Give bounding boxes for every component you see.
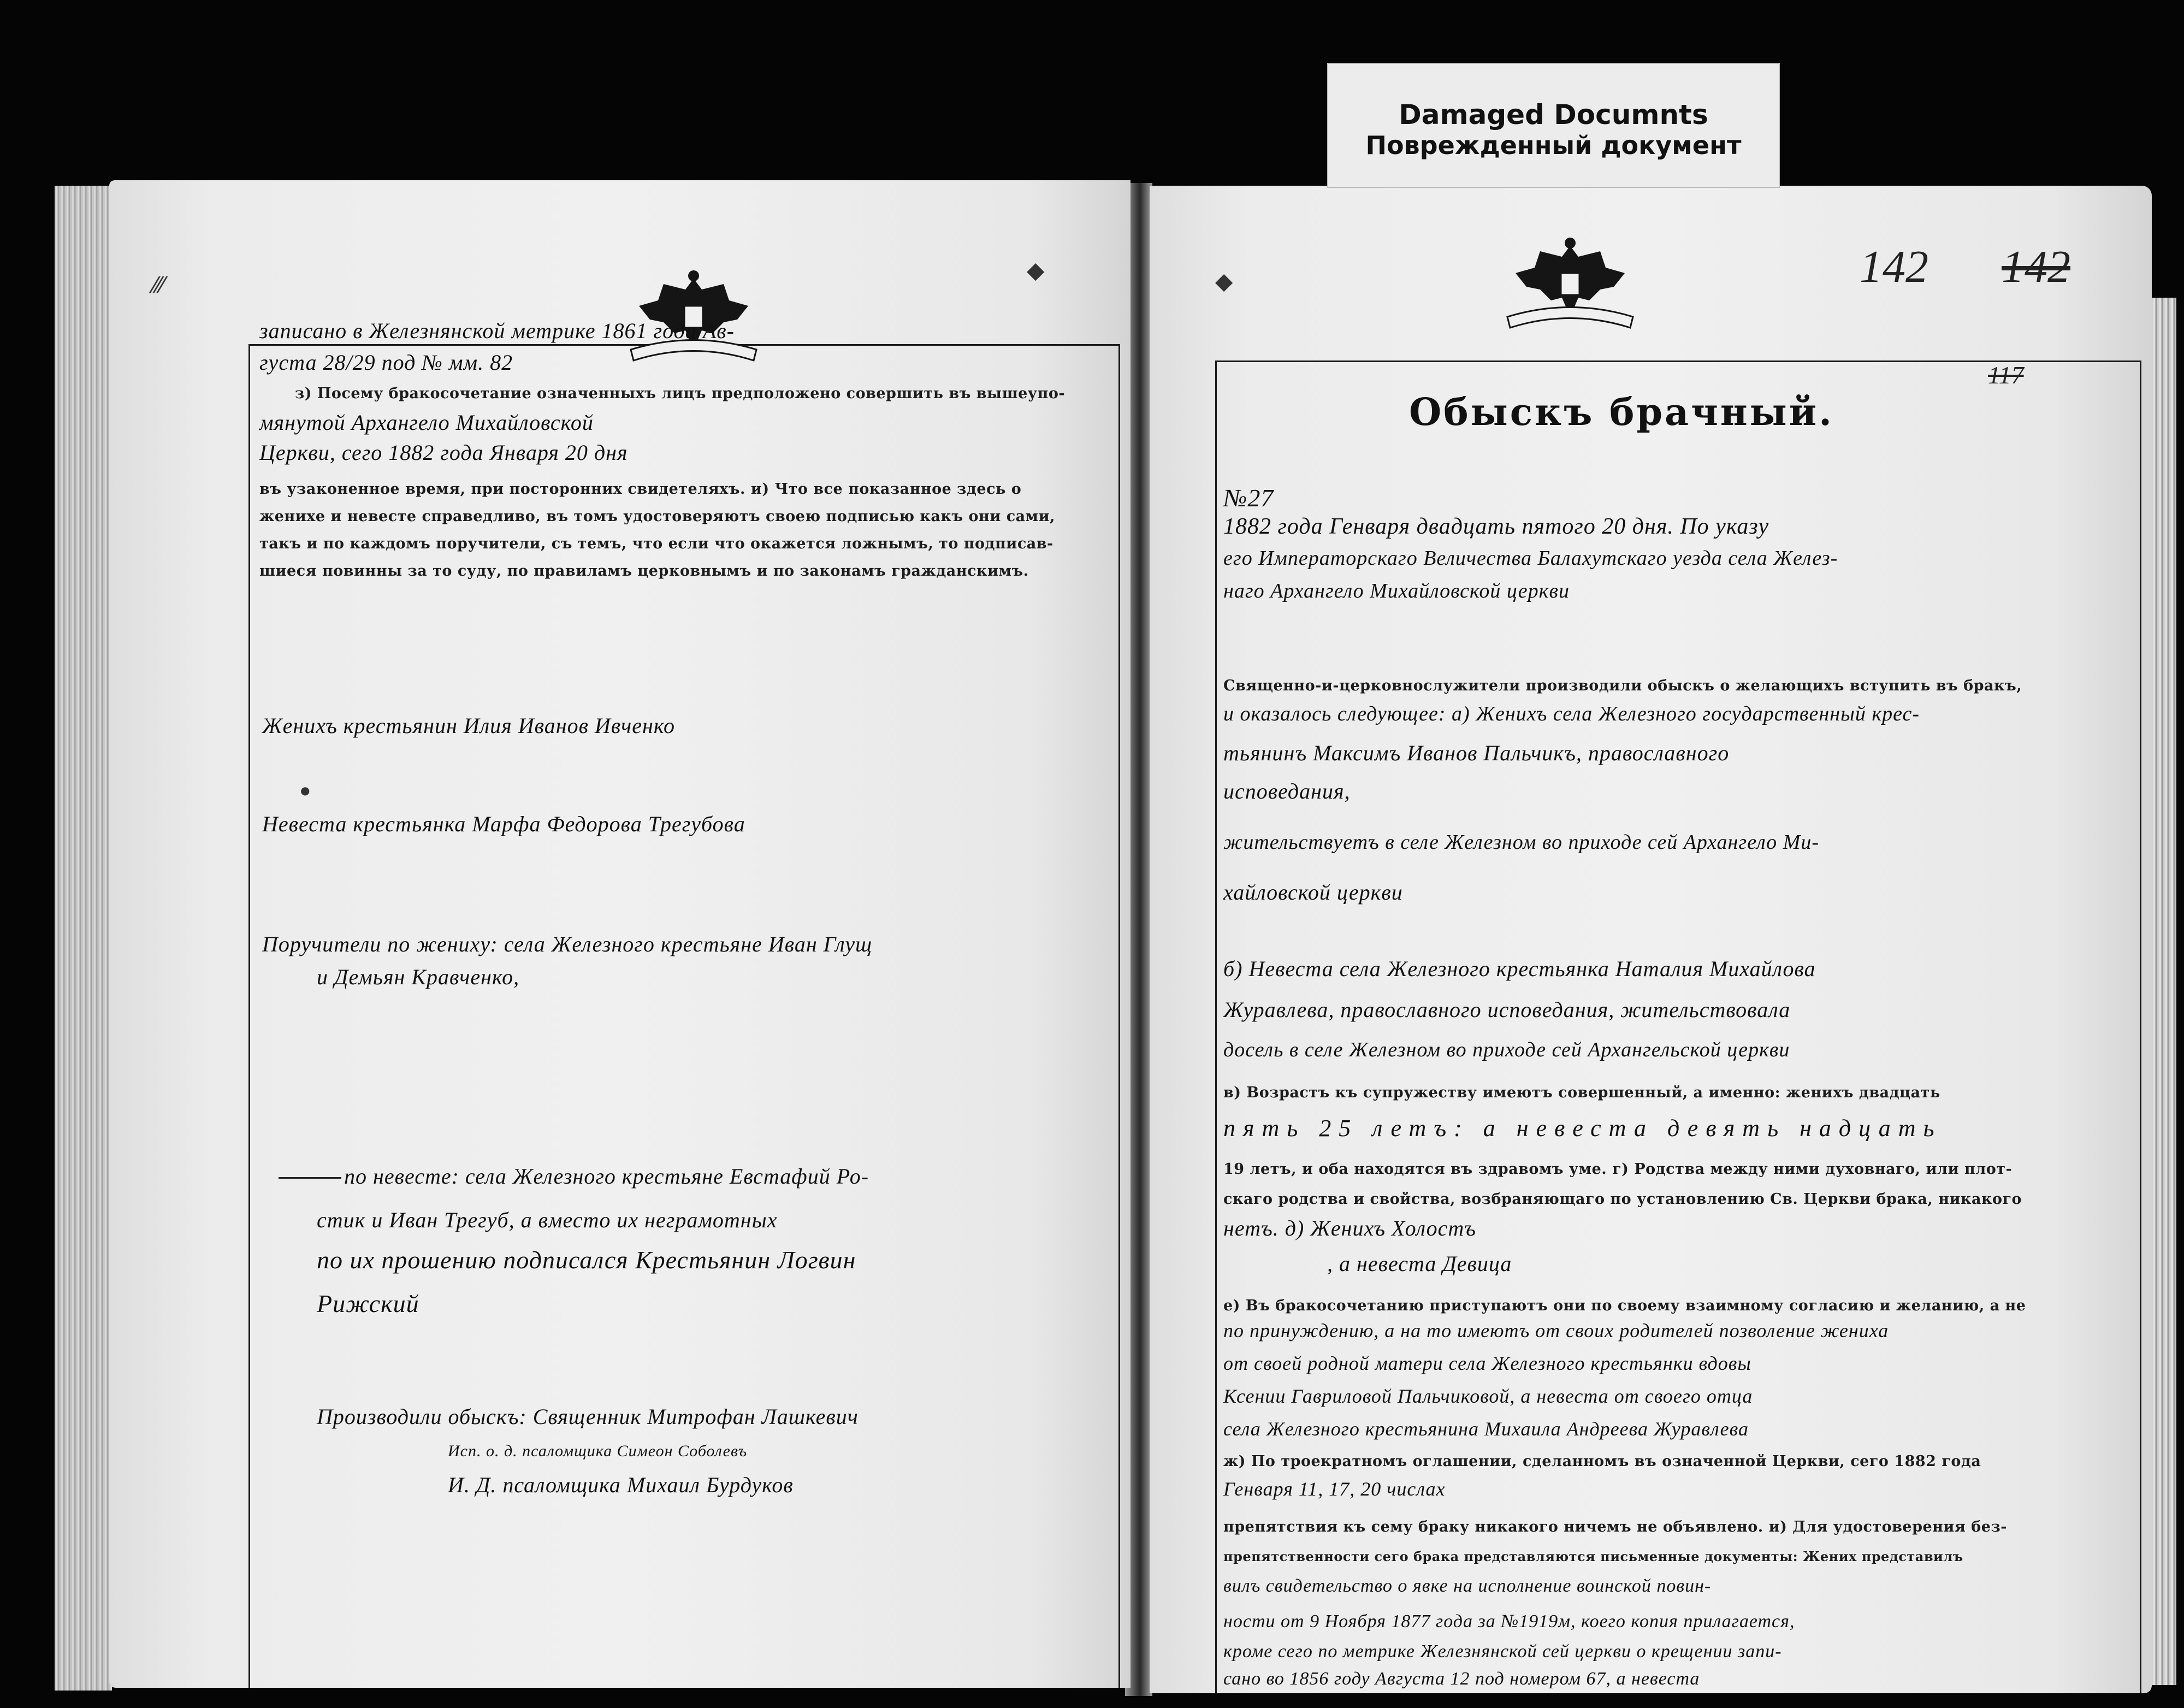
text-line: исповедания, [1223,779,1351,803]
dot-mark: ● [300,784,310,797]
text-line: его Императорскаго Величества Балахутскаго уезда села Желез- [1223,547,1838,570]
text-line: въ узаконенное время, при посторонних свидетеляхъ. и) Что все показанное здесь о [259,481,1022,498]
text-line: женихе и невесте справедливо, въ томъ удостоверяютъ своею подписью какъ они сами, [259,508,1056,525]
text-line: шиеся повинны за то суду, по правиламъ церковнымъ и по законамъ гражданскимъ. [259,563,1029,580]
page-edges-right [2152,298,2176,1685]
text-line: ности от 9 Ноября 1877 года за №1919м, коего копия прилагается, [1223,1611,1795,1632]
text-line: , а невеста Девица [1327,1251,1512,1276]
dash-rule [279,1177,341,1179]
guarantors-bride-line-3: по их прошению подписался Крестьянин Логвин [317,1246,856,1274]
guarantors-groom-line-2: и Демьян Кравченко, [317,965,520,989]
margin-pencil-mark: ⁄⁄⁄ [153,273,164,298]
text-line: скаго родства и свойства, возбраняющаго по установлению Св. Церкви брака, никакого [1223,1191,2022,1208]
left-page [109,180,1131,1688]
double-eagle-emblem-icon [620,268,767,366]
bride-line: Невеста крестьянка Марфа Федорова Трегубова [262,812,745,836]
text-line: густа 28/29 под № мм. 82 [259,350,513,375]
guarantors-groom-line: Поручители по жениху: села Железного крестьяне Иван Глущ [262,932,873,956]
text-line: в) Возрастъ къ супружеству имеютъ совершенный, а именно: женихъ двадцать [1223,1084,1940,1101]
investigators-line: Производили обыскъ: Священник Митрофан Лашкевич [317,1404,859,1429]
text-line: Журавлева, православного исповедания, жительствовала [1223,997,1791,1022]
text-line: Священно-и-церковнослужители производили обыскъ о желающихъ вступить въ бракъ, [1223,677,2022,694]
investigators-line-3: И. Д. псаломщика Михаил Бурдуков [448,1473,794,1497]
corner-mark: ◆ [1027,257,1045,283]
record-number: №27 [1223,484,1274,512]
text-line: от своей родной матери села Железного крестьянки вдовы [1223,1352,1751,1374]
text-line: мянутой Архангело Михайловской [259,410,594,435]
text-line: ж) По троекратномъ оглашении, сделанномъ въ означенной Церкви, сего 1882 года [1223,1453,1981,1470]
text-line: Ксении Гавриловой Пальчиковой, а невеста от своего отца [1223,1385,1753,1407]
page-number: 142 [1860,241,1928,292]
groom-line: Женихъ крестьянин Илия Иванов Ивченко [262,713,676,738]
text-line: з) Посему бракосочетание означенныхъ лицъ предположено совершить въ вышеупо- [295,385,1066,402]
text-line: жительствуетъ в селе Железном во приходе сей Архангело Ми- [1223,831,1819,854]
text-line: 19 летъ, и оба находятся въ здравомъ уме. г) Родства между ними духовнаго, или плот- [1223,1161,2013,1178]
guarantors-bride-line-4: Рижский [317,1290,419,1317]
text-line: и оказалось следующее: а) Женихъ села Железного государственный крес- [1223,702,1920,725]
damaged-document-label [1327,63,1780,188]
corner-mark: ◆ [1215,268,1233,294]
text-line: записано в Железнянской метрике 1861 года Ав- [259,318,735,343]
double-eagle-emblem-icon [1496,235,1644,333]
text-line: такъ и по каждомъ поручители, съ темъ, что если что окажется ложнымъ, то подписав- [259,535,1053,552]
text-line: тьянинъ Максимъ Иванов Пальчикъ, православного [1223,741,1730,765]
right-page [1150,186,2152,1693]
text-line: по принуждению, а на то имеютъ от своих родителей позволение жениха [1223,1320,1889,1341]
text-line: Генваря 11, 17, 20 числах [1223,1478,1446,1500]
text-line: наго Архангело Михайловской церкви [1223,580,1570,602]
text-line: кроме сего по метрике Железнянской сей церкви о крещении запи- [1223,1641,1782,1662]
open-register-book [55,172,2130,1696]
guarantors-bride-line: по невесте: села Железного крестьяне Евстафий Ро- [344,1164,869,1189]
old-page-number: 117 [1988,361,2024,389]
label-english: Damaged Documnts [1399,99,1708,131]
document-title: Обыскъ брачный. [1409,391,1834,434]
text-line: пять 25 летъ: а невеста девять надцать [1223,1115,1942,1142]
label-russian: Поврежденный документ [1365,131,1742,160]
text-line: е) Въ бракосочетанию приступаютъ они по своему взаимному согласию и желанию, а не [1223,1297,2026,1314]
text-line: вилъ свидетельство о явке на исполнение воинской повин- [1223,1576,1712,1596]
page-number-struck: 142 [2002,241,2070,292]
text-line: препятственности сего брака представляются письменные документы: Жених представилъ [1223,1549,1963,1564]
text-line: Церкви, сего 1882 года Января 20 дня [259,440,628,465]
text-line: препятствия къ сему браку никакого ничемъ не объявлено. и) Для удостоверения без- [1223,1518,2007,1535]
page-edges-left [55,186,112,1691]
guarantors-bride-line-2: стик и Иван Трегуб, а вместо их неграмотных [317,1208,778,1232]
text-line: сано во 1856 году Августа 12 под номером 67, а невеста [1223,1669,1700,1689]
text-line: села Железного крестьянина Михаила Андреева Журавлева [1223,1418,1749,1440]
text-line: хайловской церкви [1223,880,1403,905]
text-line: 1882 года Генваря двадцать пятого 20 дня. По указу [1223,514,1769,539]
text-line: б) Невеста села Железного крестьянка Наталия Михайлова [1223,956,1816,981]
investigators-line-2: Исп. о. д. псаломщика Симеон Соболевъ [448,1442,748,1460]
text-line: досель в селе Железном во приходе сей Архангельской церкви [1223,1038,1790,1061]
text-line: нетъ. д) Женихъ Холостъ [1223,1216,1476,1240]
